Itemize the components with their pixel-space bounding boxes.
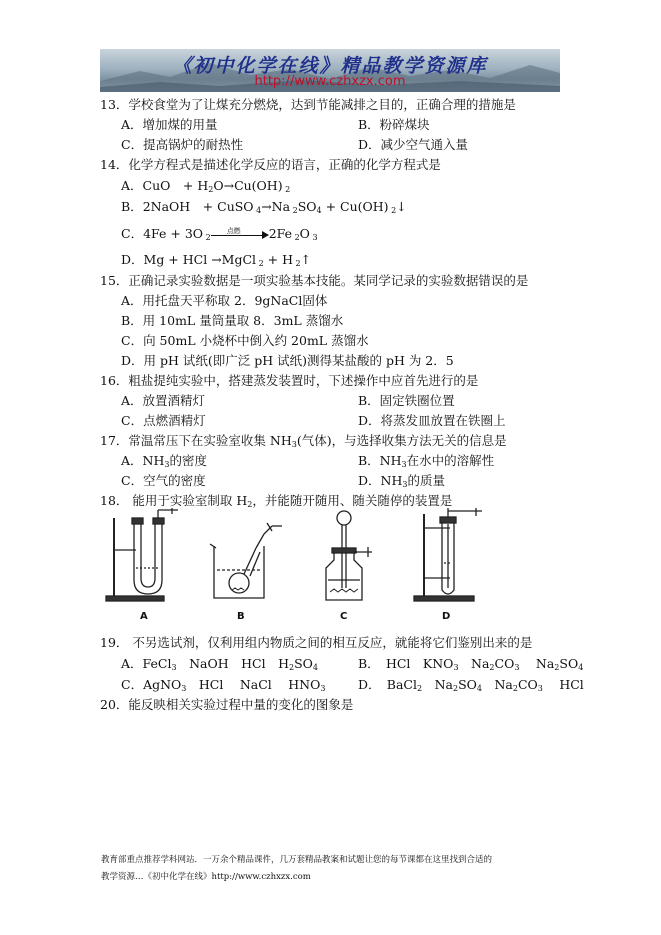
reaction-arrow-icon: 点燃 (211, 230, 269, 240)
q16-option-b: B．固定铁圈位置 (358, 393, 455, 408)
q13-option-c: C．提高锅炉的耐热性 (121, 137, 244, 152)
footer-line-2[interactable]: 教学资源…《初中化学在线》http://www.czhxzx.com (101, 872, 311, 882)
q16-option-a: A．放置酒精灯 (121, 393, 206, 408)
q15-option-d: D．用 pH 试纸(即广泛 pH 试纸)测得某盐酸的 pH 为 2．5 (121, 353, 454, 368)
q19-option-b: B． HCl $KNO_3$ $Na_2CO_3$ $Na_2SO_4$ (358, 656, 584, 672)
apparatus-label-b: B (237, 611, 245, 622)
q14-option-c: C．4Fe + 3O $_2$ 点燃 2Fe $_2$O $_3$ (121, 226, 318, 242)
q17-option-d: D．$NH_3$的质量 (358, 473, 445, 489)
q15-stem: 15．正确记录实验数据是一项实验基本技能。某同学记录的实验数据错误的是 (100, 273, 529, 288)
q16-option-c: C．点燃酒精灯 (121, 413, 206, 428)
banner-url[interactable]: http://www.czhxzx.com (254, 74, 406, 89)
q14-option-d: D．Mg + HCl →MgCl $_2$ + H $_2$↑ (121, 252, 312, 268)
q19-option-d: D． BaCl$_2$ $Na_2SO_4$ $Na_2CO_3$ HCl (358, 677, 584, 693)
q17-option-b: B．$NH_3$在水中的溶解性 (358, 453, 495, 469)
q16-stem: 16．粗盐提纯实验中，搭建蒸发装置时，下述操作中应首先进行的是 (100, 373, 479, 388)
q13-option-d: D．减少空气通入量 (358, 137, 469, 152)
apparatus-d-test-tube-icon (414, 508, 482, 601)
q17-option-a: A．$NH_3$的密度 (121, 453, 207, 469)
gas-generator-apparatus-figure (104, 508, 504, 626)
q18-stem: 18． 能用于实验室制取 $H_2$，并能随开随用、随关随停的装置是 (100, 493, 453, 509)
apparatus-label-c: C (340, 611, 348, 622)
q13-option-b: B．粉碎煤块 (358, 117, 430, 132)
q14-stem: 14．化学方程式是描述化学反应的语言，正确的化学方程式是 (100, 157, 441, 172)
apparatus-label-d: D (442, 611, 451, 622)
q13-stem: 13．学校食堂为了让煤充分燃烧，达到节能减排之目的，正确合理的措施是 (100, 97, 516, 112)
q17-stem: 17．常温常压下在实验室收集 $NH_3$(气体)，与选择收集方法无关的信息是 (100, 433, 507, 449)
q19-option-c: C．AgNO$_3$ HCl NaCl $HNO_3$ (121, 677, 326, 693)
header-banner (100, 49, 560, 92)
q19-option-a: A．FeCl$_3$ NaOH HCl $H_2SO_4$ (121, 656, 318, 672)
footer-line-1: 教育部重点推荐学科网站．一万余个精品课件，几万套精品教案和试题让您的每节课都在这里找到合适的 (101, 855, 493, 865)
q14-option-b: B．2NaOH + CuSO $_4$→Na $_2SO_4 + Cu(OH)$ $_2$↓ (121, 199, 407, 215)
apparatus-b-beaker-icon (210, 523, 282, 598)
q20-stem: 20．能反映相关实验过程中量的变化的图象是 (100, 697, 354, 712)
banner-title: 《初中化学在线》精品教学资源库 (172, 55, 488, 77)
q15-option-a: A．用托盘天平称取 2．9gNaCl固体 (121, 293, 328, 308)
apparatus-a-u-tube-icon (106, 508, 178, 601)
apparatus-c-bottle-funnel-icon (326, 511, 372, 600)
q19-stem: 19． 不另选试剂，仅利用组内物质之间的相互反应，就能将它们鉴别出来的是 (100, 635, 533, 650)
q14-option-a: A．CuO + $H_2O\to Cu(OH)$ $_2$ (121, 178, 291, 194)
q16-option-d: D．将蒸发皿放置在铁圈上 (358, 413, 506, 428)
apparatus-label-a: A (140, 611, 148, 622)
q13-option-a: A．增加煤的用量 (121, 117, 218, 132)
q15-option-b: B．用 10mL 量筒量取 8．3mL 蒸馏水 (121, 313, 344, 328)
q15-option-c: C．向 50mL 小烧杯中倒入约 20mL 蒸馏水 (121, 333, 369, 348)
q17-option-c: C．空气的密度 (121, 473, 206, 488)
